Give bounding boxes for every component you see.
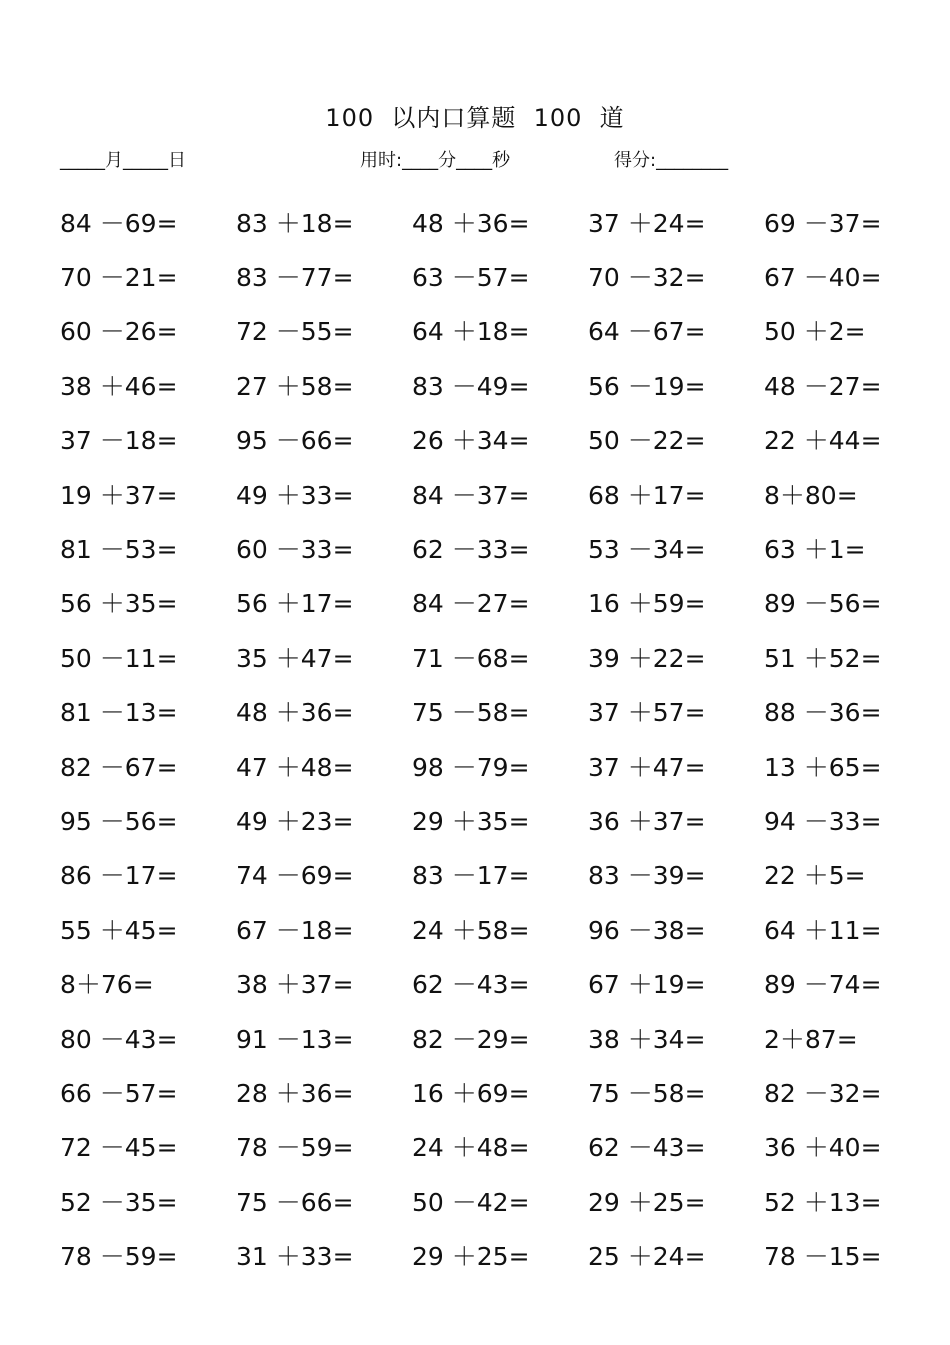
math-problem: 56 －19=: [588, 371, 706, 401]
math-problem: 29 ＋25=: [412, 1242, 530, 1272]
math-problem: 22 ＋5=: [764, 861, 866, 891]
math-problem: 60 －26=: [60, 317, 178, 347]
math-problem: 81 －13=: [60, 698, 178, 728]
math-problem: 89 －56=: [764, 589, 882, 619]
math-problem: 2＋87=: [764, 1024, 858, 1054]
math-problem: 64 －67=: [588, 317, 706, 347]
math-problem: 37 ＋57=: [588, 698, 706, 728]
math-problem: 88 －36=: [764, 698, 882, 728]
math-problem: 22 ＋44=: [764, 426, 882, 456]
math-problem: 64 ＋11=: [764, 915, 882, 945]
math-problem: 38 ＋46=: [60, 371, 178, 401]
math-problem: 29 ＋35=: [412, 806, 530, 836]
math-problem: 81 －53=: [60, 535, 178, 565]
math-problem: 38 ＋37=: [236, 970, 354, 1000]
math-problem: 50 －11=: [60, 643, 178, 673]
math-problem: 78 －15=: [764, 1242, 882, 1272]
math-problem: 37 ＋47=: [588, 752, 706, 782]
math-problem: 50 ＋2=: [764, 317, 866, 347]
math-problem: 89 －74=: [764, 970, 882, 1000]
math-problem: 78 －59=: [60, 1242, 178, 1272]
math-problem: 80 －43=: [60, 1024, 178, 1054]
math-problem: 72 －55=: [236, 317, 354, 347]
math-problem: 49 ＋33=: [236, 480, 354, 510]
math-problem: 84 －27=: [412, 589, 530, 619]
page-title: 100 以内口算题 100 道: [325, 104, 625, 132]
math-problem: 35 ＋47=: [236, 643, 354, 673]
math-problem: 25 ＋24=: [588, 1242, 706, 1272]
time-field: 用时:____分____秒: [360, 150, 511, 171]
math-problem: 48 －27=: [764, 371, 882, 401]
math-problem: 83 －39=: [588, 861, 706, 891]
math-problem: 66 －57=: [60, 1078, 178, 1108]
math-problem: 36 ＋37=: [588, 806, 706, 836]
math-problem: 63 ＋1=: [764, 535, 866, 565]
math-problem: 16 ＋59=: [588, 589, 706, 619]
math-problem: 48 ＋36=: [236, 698, 354, 728]
math-problem: 63 －57=: [412, 263, 530, 293]
math-problem: 60 －33=: [236, 535, 354, 565]
math-problem: 67 －18=: [236, 915, 354, 945]
math-problem: 19 ＋37=: [60, 480, 178, 510]
math-problem: 36 ＋40=: [764, 1133, 882, 1163]
math-problem: 31 ＋33=: [236, 1242, 354, 1272]
date-field: _____月_____日: [60, 150, 186, 171]
math-problem: 13 ＋65=: [764, 752, 882, 782]
math-problem: 24 ＋48=: [412, 1133, 530, 1163]
math-problem: 26 ＋34=: [412, 426, 530, 456]
math-problem: 51 ＋52=: [764, 643, 882, 673]
math-problem: 56 ＋35=: [60, 589, 178, 619]
math-problem: 95 －56=: [60, 806, 178, 836]
math-problem: 62 －43=: [588, 1133, 706, 1163]
math-problem: 37 －18=: [60, 426, 178, 456]
math-problem: 94 －33=: [764, 806, 882, 836]
math-problem: 48 ＋36=: [412, 208, 530, 238]
math-problem: 78 －59=: [236, 1133, 354, 1163]
math-problem: 86 －17=: [60, 861, 178, 891]
math-problem: 39 ＋22=: [588, 643, 706, 673]
math-problem: 67 －40=: [764, 263, 882, 293]
math-problem: 83 －77=: [236, 263, 354, 293]
math-problem: 84 －37=: [412, 480, 530, 510]
math-problem: 75 －66=: [236, 1187, 354, 1217]
math-problem: 62 －43=: [412, 970, 530, 1000]
math-problem: 49 ＋23=: [236, 806, 354, 836]
math-problem: 72 －45=: [60, 1133, 178, 1163]
math-problem: 84 －69=: [60, 208, 178, 238]
math-problem: 70 －32=: [588, 263, 706, 293]
math-problem: 52 －35=: [60, 1187, 178, 1217]
math-problem: 50 －42=: [412, 1187, 530, 1217]
math-problem: 29 ＋25=: [588, 1187, 706, 1217]
math-problem: 75 －58=: [588, 1078, 706, 1108]
math-problem: 69 －37=: [764, 208, 882, 238]
math-problem: 27 ＋58=: [236, 371, 354, 401]
math-problem: 37 ＋24=: [588, 208, 706, 238]
math-problem: 8＋80=: [764, 480, 858, 510]
math-problem: 53 －34=: [588, 535, 706, 565]
math-problem: 82 －29=: [412, 1024, 530, 1054]
problem-grid: [60, 196, 940, 1284]
score-field: 得分:________: [614, 150, 729, 171]
math-problem: 70 －21=: [60, 263, 178, 293]
math-problem: 50 －22=: [588, 426, 706, 456]
math-problem: 98 －79=: [412, 752, 530, 782]
math-problem: 28 ＋36=: [236, 1078, 354, 1108]
math-problem: 83 －49=: [412, 371, 530, 401]
math-problem: 75 －58=: [412, 698, 530, 728]
math-problem: 47 ＋48=: [236, 752, 354, 782]
math-problem: 62 －33=: [412, 535, 530, 565]
math-problem: 24 ＋58=: [412, 915, 530, 945]
math-problem: 52 ＋13=: [764, 1187, 882, 1217]
math-problem: 68 ＋17=: [588, 480, 706, 510]
math-problem: 67 ＋19=: [588, 970, 706, 1000]
math-problem: 95 －66=: [236, 426, 354, 456]
math-problem: 56 ＋17=: [236, 589, 354, 619]
math-problem: 83 －17=: [412, 861, 530, 891]
math-problem: 16 ＋69=: [412, 1078, 530, 1108]
math-problem: 71 －68=: [412, 643, 530, 673]
math-problem: 74 －69=: [236, 861, 354, 891]
math-problem: 96 －38=: [588, 915, 706, 945]
math-problem: 55 ＋45=: [60, 915, 178, 945]
math-problem: 8＋76=: [60, 970, 154, 1000]
math-problem: 64 ＋18=: [412, 317, 530, 347]
math-problem: 38 ＋34=: [588, 1024, 706, 1054]
math-problem: 83 ＋18=: [236, 208, 354, 238]
math-problem: 82 －32=: [764, 1078, 882, 1108]
math-problem: 82 －67=: [60, 752, 178, 782]
math-problem: 91 －13=: [236, 1024, 354, 1054]
